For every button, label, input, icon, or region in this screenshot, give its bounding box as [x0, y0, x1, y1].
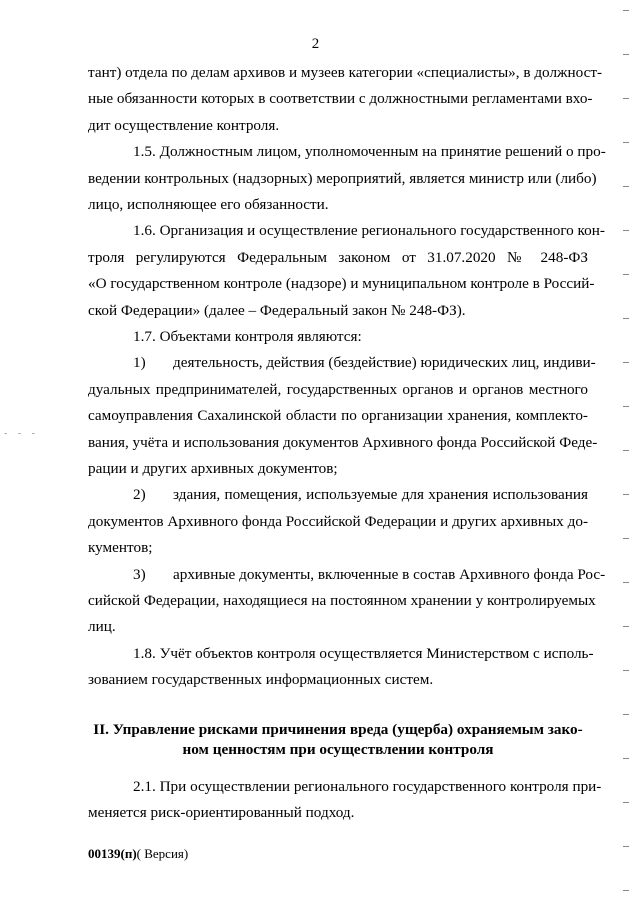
text-line: меняется риск-ориентированный подход.: [88, 804, 355, 822]
text-line: самоуправления Сахалинской области по организации хранения, комплекто-: [88, 407, 588, 425]
text-line: 1.6. Организация и осуществление регионального государственного кон-: [133, 222, 605, 240]
edge-dash: [623, 406, 629, 407]
text-line: вания, учёта и использования документов Архивного фонда Российской Феде-: [88, 433, 598, 451]
list-number: 1): [133, 354, 146, 372]
edge-dash: [623, 230, 629, 231]
list-number: 2): [133, 486, 146, 504]
edge-dash: [623, 802, 629, 803]
text-line: тант) отдела по делам архивов и музеев категории «специалисты», в должност-: [88, 64, 603, 81]
margin-marks: - - -: [4, 428, 39, 439]
section-heading-line-1: II. Управление рисками причинения вреда (ущерба) охраняемым зако-: [93, 721, 583, 738]
edge-dash: [623, 186, 629, 187]
text-line: зованием государственных информационных систем.: [88, 671, 434, 689]
text-line: сийской Федерации, находящиеся на постоянном хранении у контролируемых: [88, 592, 596, 609]
document-version: ( Версия): [136, 846, 189, 861]
edge-dash: [623, 758, 629, 759]
section-heading-line-2: ном ценностям при осуществлении контроля: [182, 741, 494, 758]
edge-dash: [623, 450, 629, 451]
edge-dash: [623, 274, 629, 275]
edge-dash: [623, 318, 629, 319]
text-line: [133, 352, 596, 374]
edge-dash: [623, 714, 629, 715]
edge-dashes: [623, 0, 629, 905]
text-line: рации и других архивных документов;: [88, 460, 338, 477]
edge-dash: [623, 10, 629, 11]
edge-dash: [623, 670, 629, 671]
text-line: ные обязанности которых в соответствии с должностными регламентами вхо-: [88, 90, 593, 108]
text-line: 1.8. Учёт объектов контроля осуществляется Министерством с исполь-: [133, 644, 594, 662]
text-line: лицо, исполняющее его обязанности.: [88, 196, 329, 213]
text-line: «О государственном контроле (надзоре) и муниципальном контроле в Россий-: [88, 275, 595, 293]
text-line: [133, 564, 606, 586]
text-line: дуальных предпринимателей, государственных органов и органов местного: [88, 380, 588, 398]
text-line: [133, 484, 588, 506]
list-number: 3): [133, 565, 146, 583]
edge-dash: [623, 626, 629, 627]
page-number: 2: [311, 36, 320, 52]
edge-dash: [623, 54, 629, 55]
text-line: кументов;: [88, 539, 153, 557]
edge-dash: [623, 362, 629, 363]
edge-dash: [623, 538, 629, 539]
text-line: документов Архивного фонда Российской Федерации и других архивных до-: [88, 512, 588, 530]
edge-dash: [623, 582, 629, 583]
edge-dash: [623, 98, 629, 99]
document-footer-code: [88, 845, 188, 863]
text-line: ской Федерации» (далее – Федеральный закон № 248-ФЗ).: [88, 301, 466, 319]
text-line: троля регулируются Федеральным законом от 31.07.2020 № 248-ФЗ: [88, 248, 588, 266]
document-code: 00139(п): [88, 846, 137, 861]
list-text: деятельность, действия (бездействие) юридических лиц, индиви-: [173, 354, 596, 372]
text-line: 1.7. Объектами контроля являются:: [133, 328, 362, 345]
text-line: 2.1. При осуществлении регионального государственного контроля при-: [133, 778, 602, 795]
text-line: лиц.: [88, 618, 116, 636]
edge-dash: [623, 846, 629, 847]
text-line: дит осуществление контроля.: [88, 116, 280, 134]
list-text: архивные документы, включенные в состав Архивного фонда Рос-: [173, 565, 606, 583]
list-text: здания, помещения, используемые для хранения использования: [173, 486, 588, 504]
edge-dash: [623, 494, 629, 495]
edge-dash: [623, 142, 629, 143]
text-line: ведении контрольных (надзорных) мероприятий, является министр или (либо): [88, 169, 597, 187]
edge-dash: [623, 890, 629, 891]
section-heading: [88, 720, 588, 760]
text-line: 1.5. Должностным лицом, уполномоченным на принятие решений о про-: [133, 143, 606, 161]
